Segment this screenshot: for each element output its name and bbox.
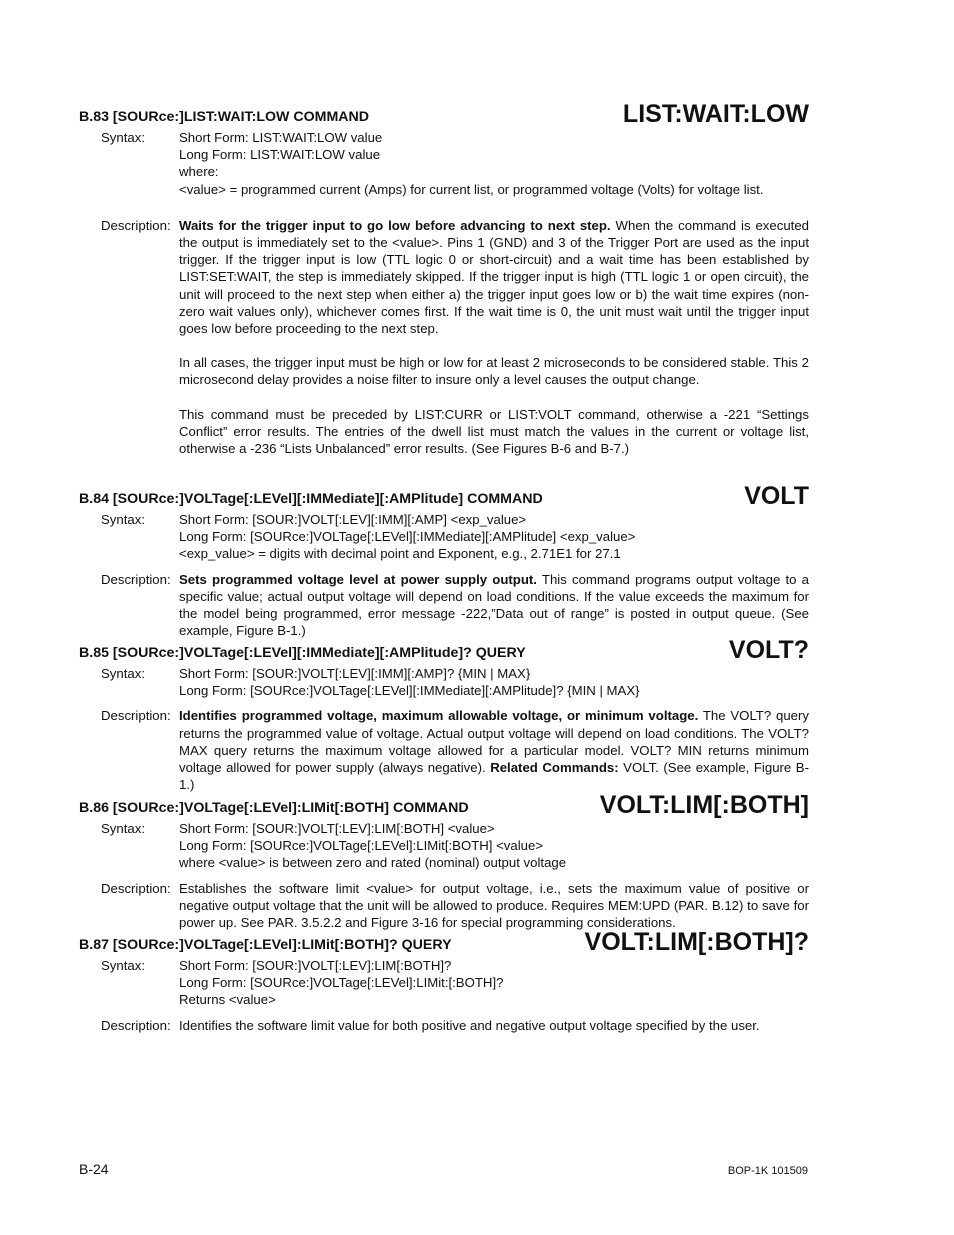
syntax-label: Syntax: — [101, 130, 145, 145]
syntax-line: <value> = programmed current (Amps) for current list, or programmed voltage (Volts) for voltage list. — [179, 181, 764, 197]
syntax-label: Syntax: — [101, 958, 145, 973]
description-paragraph — [179, 707, 809, 793]
command-name: VOLT? — [728, 636, 809, 664]
description-lead: Waits for the trigger input to go low before advancing to next step. — [179, 217, 611, 233]
section-b83 — [79, 100, 809, 457]
syntax-row — [79, 511, 809, 563]
syntax-content — [179, 511, 809, 563]
syntax-content — [179, 129, 809, 198]
section-title: B.86 [SOURce:]VOLTage[:LEVel]:LIMit[:BOTH] COMMAND — [79, 800, 469, 816]
description-paragraph: Establishes the software limit <value> for output voltage, i.e., sets the maximum value of positive or negative output voltage that the unit will be allowed to produce. Requires MEM:UPD (PAR. B.12) to save for power up. See PAR. 3.5.2.2 and Figure 3-16 for special programming considerations. — [179, 880, 809, 931]
description-content — [179, 707, 809, 793]
section-title: B.84 [SOURce:]VOLTage[:LEVel][:IMMediate][:AMPlitude] COMMAND — [79, 491, 543, 507]
description-lead: Identifies programmed voltage, maximum allowable voltage, or minimum voltage. — [179, 708, 699, 724]
section-title: B.87 [SOURce:]VOLTage[:LEVel]:LIMit[:BOTH]? QUERY — [79, 937, 452, 953]
description-label: Description: — [101, 571, 171, 587]
syntax-content — [179, 957, 809, 1009]
syntax-line: Long Form: [SOURce:]VOLTage[:LEVel]:LIMit:[:BOTH]? — [179, 975, 504, 991]
syntax-line: Short Form: LIST:WAIT:LOW value — [179, 130, 383, 145]
section-b86 — [79, 791, 809, 931]
syntax-label: Syntax: — [101, 512, 145, 527]
description-row — [79, 217, 809, 457]
description-content — [179, 571, 809, 640]
syntax-line: Short Form: [SOUR:]VOLT[:LEV][:IMM][:AMP]? {MIN | MAX} — [179, 666, 531, 681]
description-content — [179, 1017, 809, 1034]
command-name: VOLT — [744, 482, 809, 510]
syntax-row — [79, 665, 809, 699]
description-text: VOLT. (See example, Figure B-1.) — [179, 760, 809, 793]
description-row — [79, 1017, 809, 1034]
description-text: When the command is executed the output is immediately set to the <value>. Pins 1 (GND) and 3 of the Trigger Port are used as the input trigger. If the trigger input is low (TTL logic 0 or short-circuit) and a wait time has been established by LIST:SET:WAIT, the step is immediately skipped. If the trigger input is high (TTL logic 1 or open circuit), the unit will proceed to the next step when either a) the trigger input goes low or b) the wait time expires (non-zero wait values only), whichever comes first. If the wait time is 0, the unit must wait until the trigger input goes low before proceeding to the next step. — [179, 217, 809, 337]
description-label: Description: — [101, 708, 171, 724]
description-text: The VOLT? query returns the programmed value of voltage. Actual output voltage will depend on load conditions. The VOLT?MAX query returns the maximum voltage allowed for a particular model. VOLT? MIN returns minimum voltage allowed for power supply (always negative). — [179, 708, 809, 776]
description-paragraph: In all cases, the trigger input must be high or low for at least 2 microseconds to be considered stable. This 2 microsecond delay provides a noise filter to insure only a level causes the output change. — [179, 355, 809, 388]
command-name: LIST:WAIT:LOW — [622, 100, 809, 128]
syntax-line: Long Form: [SOURce:]VOLTage[:LEVel]:LIMit[:BOTH] <value> — [179, 838, 544, 854]
section-title: B.83 [SOURce:]LIST:WAIT:LOW COMMAND — [79, 109, 370, 125]
description-paragraph — [179, 217, 809, 337]
syntax-line: Long Form: LIST:WAIT:LOW value — [179, 147, 381, 163]
command-name: VOLT:LIM[:BOTH]? — [584, 928, 809, 956]
section-header — [79, 928, 809, 956]
syntax-line: <exp_value> = digits with decimal point and Exponent, e.g., 2.71E1 for 27.1 — [179, 546, 621, 562]
section-header — [79, 100, 809, 128]
description-label: Description: — [101, 1017, 171, 1033]
syntax-line: Short Form: [SOUR:]VOLT[:LEV]:LIM[:BOTH] <value> — [179, 821, 495, 836]
related-commands-label: Related Commands: — [490, 760, 619, 776]
description-label: Description: — [101, 880, 171, 896]
syntax-line: Long Form: [SOURce:]VOLTage[:LEVel][:IMMediate][:AMPlitude]? {MIN | MAX} — [179, 683, 640, 699]
syntax-row — [79, 957, 809, 1009]
description-content — [179, 880, 809, 932]
syntax-content — [179, 820, 809, 872]
syntax-line: Long Form: [SOURce:]VOLTage[:LEVel][:IMMediate][:AMPlitude] <exp_value> — [179, 529, 636, 545]
description-paragraph: This command must be preceded by LIST:CURR or LIST:VOLT command, otherwise a -221 “Settings Conflict” error results. The entries of the dwell list must match the values in the current or voltage list, otherwise a -236 “Lists Unbalanced” error results. (See Figures B-6 and B-7.) — [179, 406, 809, 457]
description-content — [179, 217, 809, 457]
section-b84 — [79, 482, 809, 639]
description-text: This command programs output voltage to a specific value; actual output voltage will depend on load conditions. If the value exceeds the maximum for the model being programmed, error message -222,”Data out of range” is posted in output queue. (See example, Figure B-1.) — [179, 571, 809, 639]
syntax-label: Syntax: — [101, 821, 145, 836]
section-header — [79, 791, 809, 819]
section-header — [79, 482, 809, 510]
section-b85 — [79, 636, 809, 793]
page-number: B-24 — [79, 1161, 109, 1177]
description-row — [79, 880, 809, 932]
section-header — [79, 636, 809, 664]
description-paragraph — [179, 571, 809, 640]
syntax-line: Short Form: [SOUR:]VOLT[:LEV]:LIM[:BOTH]? — [179, 958, 452, 973]
syntax-row — [79, 129, 809, 198]
description-paragraph: Identifies the software limit value for both positive and negative output voltage specified by the user. — [179, 1017, 760, 1033]
syntax-line: where <value> is between zero and rated (nominal) output voltage — [179, 855, 567, 871]
description-row — [79, 707, 809, 793]
syntax-line: Short Form: [SOUR:]VOLT[:LEV][:IMM][:AMP] <exp_value> — [179, 512, 527, 527]
description-row — [79, 571, 809, 640]
description-lead: Sets programmed voltage level at power supply output. — [179, 571, 537, 587]
description-label: Description: — [101, 217, 171, 233]
syntax-content — [179, 665, 809, 699]
syntax-row — [79, 820, 809, 872]
syntax-label: Syntax: — [101, 666, 145, 681]
section-title: B.85 [SOURce:]VOLTage[:LEVel][:IMMediate][:AMPlitude]? QUERY — [79, 645, 526, 661]
syntax-line: Returns <value> — [179, 992, 276, 1008]
document-id: BOP-1K 101509 — [727, 1165, 808, 1177]
command-name: VOLT:LIM[:BOTH] — [599, 791, 809, 819]
syntax-line: where: — [179, 164, 219, 180]
section-b87 — [79, 928, 809, 1034]
